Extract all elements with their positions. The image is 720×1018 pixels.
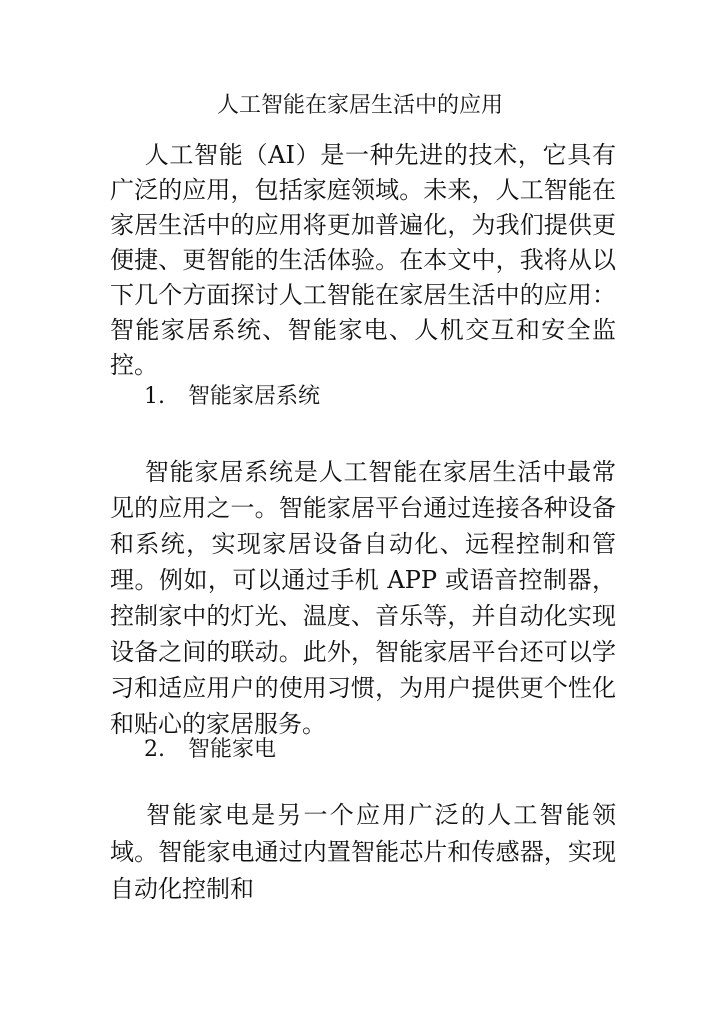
- section-1-text: 智能家居系统是人工智能在家居生活中最常见的应用之一。智能家居平台通过连接各种设备和系统，实现家居设备自动化、远程控制和管理。例如，可以通过手机 APP 或语音控制器，控制家中的灯光、温度、音乐等，并自动化实现设备之间的联动。此外，智能家居平台还可以学习和适应用户的使用习惯，为用户提供更个性化和贴心的家居服务。: [110, 458, 616, 738]
- document-title: 人工智能在家居生活中的应用: [216, 93, 503, 118]
- section-1-paragraph: [110, 454, 616, 742]
- section-number: 1.: [144, 384, 165, 409]
- section-2-paragraph: [110, 797, 616, 908]
- intro-paragraph: [110, 138, 616, 383]
- intro-text: 人工智能（AI）是一种先进的技术，它具有广泛的应用，包括家庭领域。未来，人工智能在家居生活中的应用将更加普遍化，为我们提供更便捷、更智能的生活体验。在本文中，我将从以下几个方面探讨人工智能在家居生活中的应用：智能家居系统、智能家电、人机交互和安全监控。: [110, 141, 616, 379]
- section-heading-1: [144, 382, 320, 412]
- section-title: 智能家居系统: [188, 384, 321, 409]
- section-2-text: 智能家电是另一个应用广泛的人工智能领域。智能家电通过内置智能芯片和传感器，实现自动化控制和: [110, 801, 616, 903]
- section-number: 2.: [144, 737, 165, 762]
- section-heading-2: [144, 735, 276, 765]
- section-title: 智能家电: [188, 737, 277, 762]
